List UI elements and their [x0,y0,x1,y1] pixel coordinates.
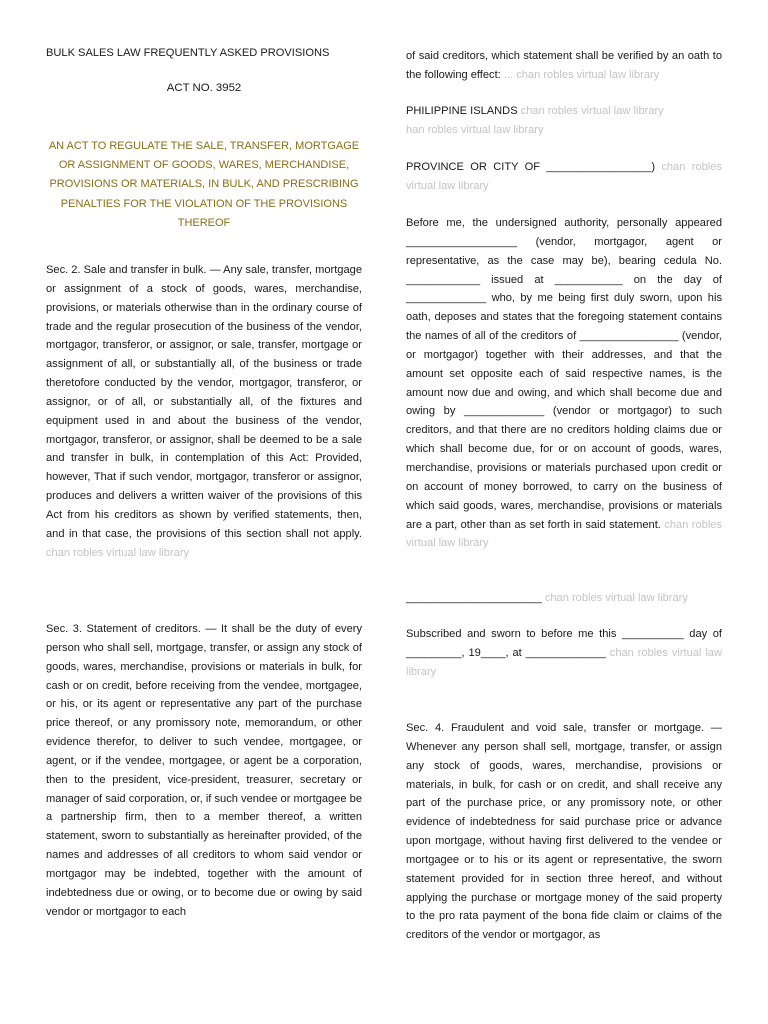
oath-watermark: chan robles virtual law library [406,518,722,550]
section-4: Sec. 4. Fraudulent and void sale, transfer or mortgage. — Whenever any person shall sell, mortgage, transfer, or assign any stock of goods, wares, merchandise, provisions or materials, in bulk, for cash or on credit, and shall receive any part of the purchase price, or any promissory note, or other evidence of indebtedness for said purchase price or advance upon mortgage, without having first delivered to the vendee or mortgagee or to his or its agent or representative, the sworn statement provided for in section three hereof, and without applying the purchase or mortgage money of the said property to the pro rata payment of the bona fide claim or claims of the creditors of the vendor or mortgagor, as [406,722,722,942]
subscribed-watermark: chan robles virtual law library [406,646,722,678]
province-text: PROVINCE OR CITY OF _________________) [406,161,656,173]
philippine-islands-text: PHILIPPINE ISLANDS [406,105,518,117]
section-2 [46,261,362,563]
province-line [406,158,722,196]
act-number: ACT NO. 3952 [166,82,242,94]
section-3-continued-text: of said creditors, which statement shall be verified by an oath to the following effect: [406,50,722,81]
philippine-islands-line [406,102,722,140]
section-3-continued [406,47,722,85]
document-title: BULK SALES LAW FREQUENTLY ASKED PROVISIONS [46,47,330,59]
province-watermark: chan robles virtual law library [406,161,722,192]
section-3: Sec. 3. Statement of creditors. — It shall be the duty of every person who shall sell, mortgage, transfer, or assign any stock of goods, wares, merchandise, provisions or materials in bulk, for cash or on credit, before receiving from the vendee, mortgagee, or his, or its agent or representative any part of the purchase price thereof, or any promissory note, memorandum, or other evidence therefor, to deliver to such vendee, mortgagee, or agent, or if the vendee, mortgagee, or agent be a corporation, then to the president, vice-president, treasurer, secretary or manager of said corporation, or, if such vendee or mortgagee be a partnership firm, then to a member thereof, a written statement, sworn to substantially as hereinafter provided, of the names and addresses of all creditors to whom said vendor or mortgagor may be indebted, together with the amount of indebtedness due or owing, or to become due or owing by said vendor or mortgagor to each [46,623,362,918]
islands-watermark-1: chan robles virtual law library [520,105,664,117]
islands-watermark-2: han robles virtual law library [406,123,544,136]
section-2-text: Sec. 2. Sale and transfer in bulk. — Any sale, transfer, mortgage or assignment of a stock of goods, wares, merchandise, provisions, or materials otherwise than in the ordinary course of trade and the regular prosecution of the business of the vendor, mortgagor, transferor, or assignor, or sale, transfer, mortgage or assignment of all, or substantially all, of the business or trade theretofore conducted by the vendor, mortgagor, transferor, or assignor, or of all, or substantially all, of the fixtures and equipment used in and about the business of the vendor, mortgagor, transferor, or assignor, shall be deemed to be a sale and transfer in bulk, in contemplation of this Act: Provided, however, That if such vendor, mortgagor, transferor or assignor, produces and delivers a written waiver of the provisions of this Act from his creditors as shown by verified statements, then, and in that case, the provisions of this section shall not apply. [46,264,362,540]
subscribed-paragraph [406,625,722,682]
act-long-title: AN ACT TO REGULATE THE SALE, TRANSFER, MORTGAGE OR ASSIGNMENT OF GOODS, WARES, MERCHANDISE, PROVISIONS OR MATERIALS, IN BULK, AND PRESCRIBING PENALTIES FOR THE VIOLATION OF THE PROVISIONS THEREOF [48,140,360,229]
continued-watermark: ... chan robles virtual law library [503,68,660,81]
signature-watermark: chan robles virtual law library [544,592,688,604]
subscribed-text: Subscribed and sworn to before me this __________ day of _________, 19____, at _____________ [406,628,722,659]
signature-blank: ______________________ [406,592,542,604]
oath-paragraph [406,214,722,553]
section-2-watermark: chan robles virtual law library [46,546,190,559]
oath-text: Before me, the undersigned authority, personally appeared __________________ (vendor, mortgagor, agent or representative, as the case may be), bearing cedula No. ____________ issued at ___________ on the day of _____________ who, by me being first duly sworn, upon his oath, deposes and states that the foregoing statement contains the names of all of the creditors of ________________ (vendor, or mortgagor) together with their addresses, and that the amount set opposite each of said respective names, is the amount now due and owing, and which shall become due and owing by _____________ (vendor or mortgagor) to such creditors, and that there are no creditors holding claims due or which shall become due, for or on account of goods, wares, merchandise, provisions or materials purchased upon credit or on account of money borrowed, to carry on the business of which said goods, wares, merchandise, provisions or materials are a part, other than as set forth in said statement. [406,217,722,531]
signature-line [406,589,722,608]
